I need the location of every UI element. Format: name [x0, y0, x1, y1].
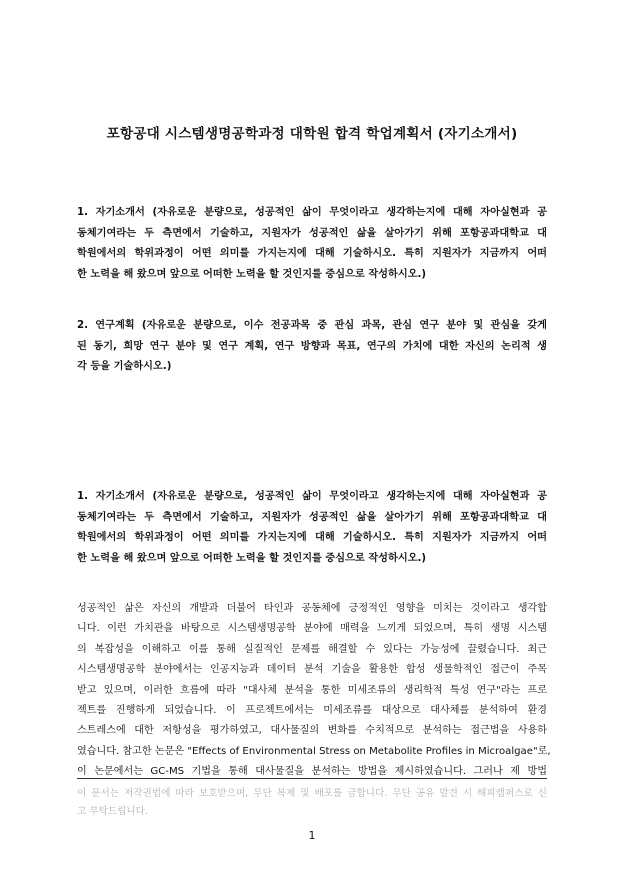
question-1-line: 1. 자기소개서 (자유로운 분량으로, 성공적인 삶이 무엇이라고 생각하는지에 대해 자아실현과 공	[77, 207, 547, 218]
answer-line: 성공적인 삶은 자신의 개발과 더불어 타인과 공동체에 긍정적인 영향을 미치는 것이라고 생각합	[77, 603, 547, 614]
page-number: 1	[308, 829, 316, 842]
question-1-repeat-line: 한 노력을 해 왔으며 앞으로 어떠한 노력을 할 것인지를 중심으로 작성하시오.)	[77, 552, 427, 564]
question-2-line: 각 등을 기술하시오.)	[77, 361, 172, 372]
question-1-repeat-prompt	[77, 487, 547, 569]
document-title: 포항공대 시스템생명공학과정 대학원 합격 학업계획서 (자기소개서)	[106, 126, 518, 142]
answer-line: 의 복잡성을 이해하고 이를 통해 실질적인 문제를 해결할 수 있다는 가능성에 끌렸습니다. 최근	[77, 643, 547, 655]
question-1-prompt	[77, 203, 547, 285]
copyright-line: 고 부탁드립니다.	[77, 805, 148, 817]
answer-line: 시스템생명공학 분야에서는 인공지능과 데이터 분석 기술을 활용한 합성 생물학적인 접근이 주목	[77, 664, 547, 676]
answer-line: 이 논문에서는 GC-MS 기법을 통해 대사물질을 분석하는 방법을 제시하였습니다. 그러나 제 방법	[77, 766, 547, 778]
question-2-prompt	[77, 316, 547, 378]
answer-line: 였습니다. 참고한 논문은 "Effects of Environmental Stress on Metabolite Profiles in Microalgae"로,	[77, 745, 551, 757]
answer-line: 스트레스에 대한 저항성을 평가하였고, 대사물질의 변화를 수치적으로 분석하는 접근법을 사용하	[77, 725, 547, 737]
question-1-repeat-line: 1. 자기소개서 (자유로운 분량으로, 성공적인 삶이 무엇이라고 생각하는지에 대해 자아실현과 공	[77, 491, 547, 502]
question-1-repeat-line: 학원에서의 학위과정이 어떤 의미를 가지는지에 대해 기술하시오. 특히 지원자가 지금까지 어떠	[77, 532, 547, 543]
copyright-notice	[77, 785, 547, 820]
footer-divider	[77, 778, 547, 779]
answer-body	[77, 599, 551, 783]
question-1-line: 학원에서의 학위과정이 어떤 의미를 가지는지에 대해 기술하시오. 특히 지원자가 지금까지 어떠	[77, 248, 547, 259]
question-1-line: 동체기여라는 두 측면에서 기술하고, 지원자가 성공적인 삶을 살아가기 위해 포항공과대학교 대	[77, 227, 547, 239]
answer-line: 젝트를 진행하게 되었습니다. 이 프로젝트에서는 미세조류를 대상으로 대사체를 분석하여 환경	[77, 705, 547, 717]
question-2-line: 된 동기, 희망 연구 분야 및 연구 계획, 연구 방향과 목표, 연구의 가치에 대한 자신의 논리적 생	[77, 340, 547, 352]
question-2-line: 2. 연구계획 (자유로운 분량으로, 이수 전공과목 중 관심 과목, 관심 연구 분야 및 관심을 갖게	[77, 320, 547, 331]
answer-line: 받고 있으며, 이러한 흐름에 따라 "대사체 분석을 통한 미세조류의 생리학적 특성 연구"라는 프로	[77, 684, 547, 696]
question-1-line: 한 노력을 해 왔으며 앞으로 어떠한 노력을 할 것인지를 중심으로 작성하시오.)	[77, 268, 427, 280]
question-1-repeat-line: 동체기여라는 두 측면에서 기술하고, 지원자가 성공적인 삶을 살아가기 위해 포항공과대학교 대	[77, 511, 547, 523]
answer-line: 니다. 이런 가치관을 바탕으로 시스템생명공학 분야에 매력을 느끼게 되었으며, 특히 생명 시스템	[77, 623, 547, 635]
copyright-line: 이 문서는 저작권법에 따라 보호받으며, 무단 복제 및 배포를 금합니다. 무단 공유 발견 시 해피캠퍼스로 신	[77, 788, 547, 799]
